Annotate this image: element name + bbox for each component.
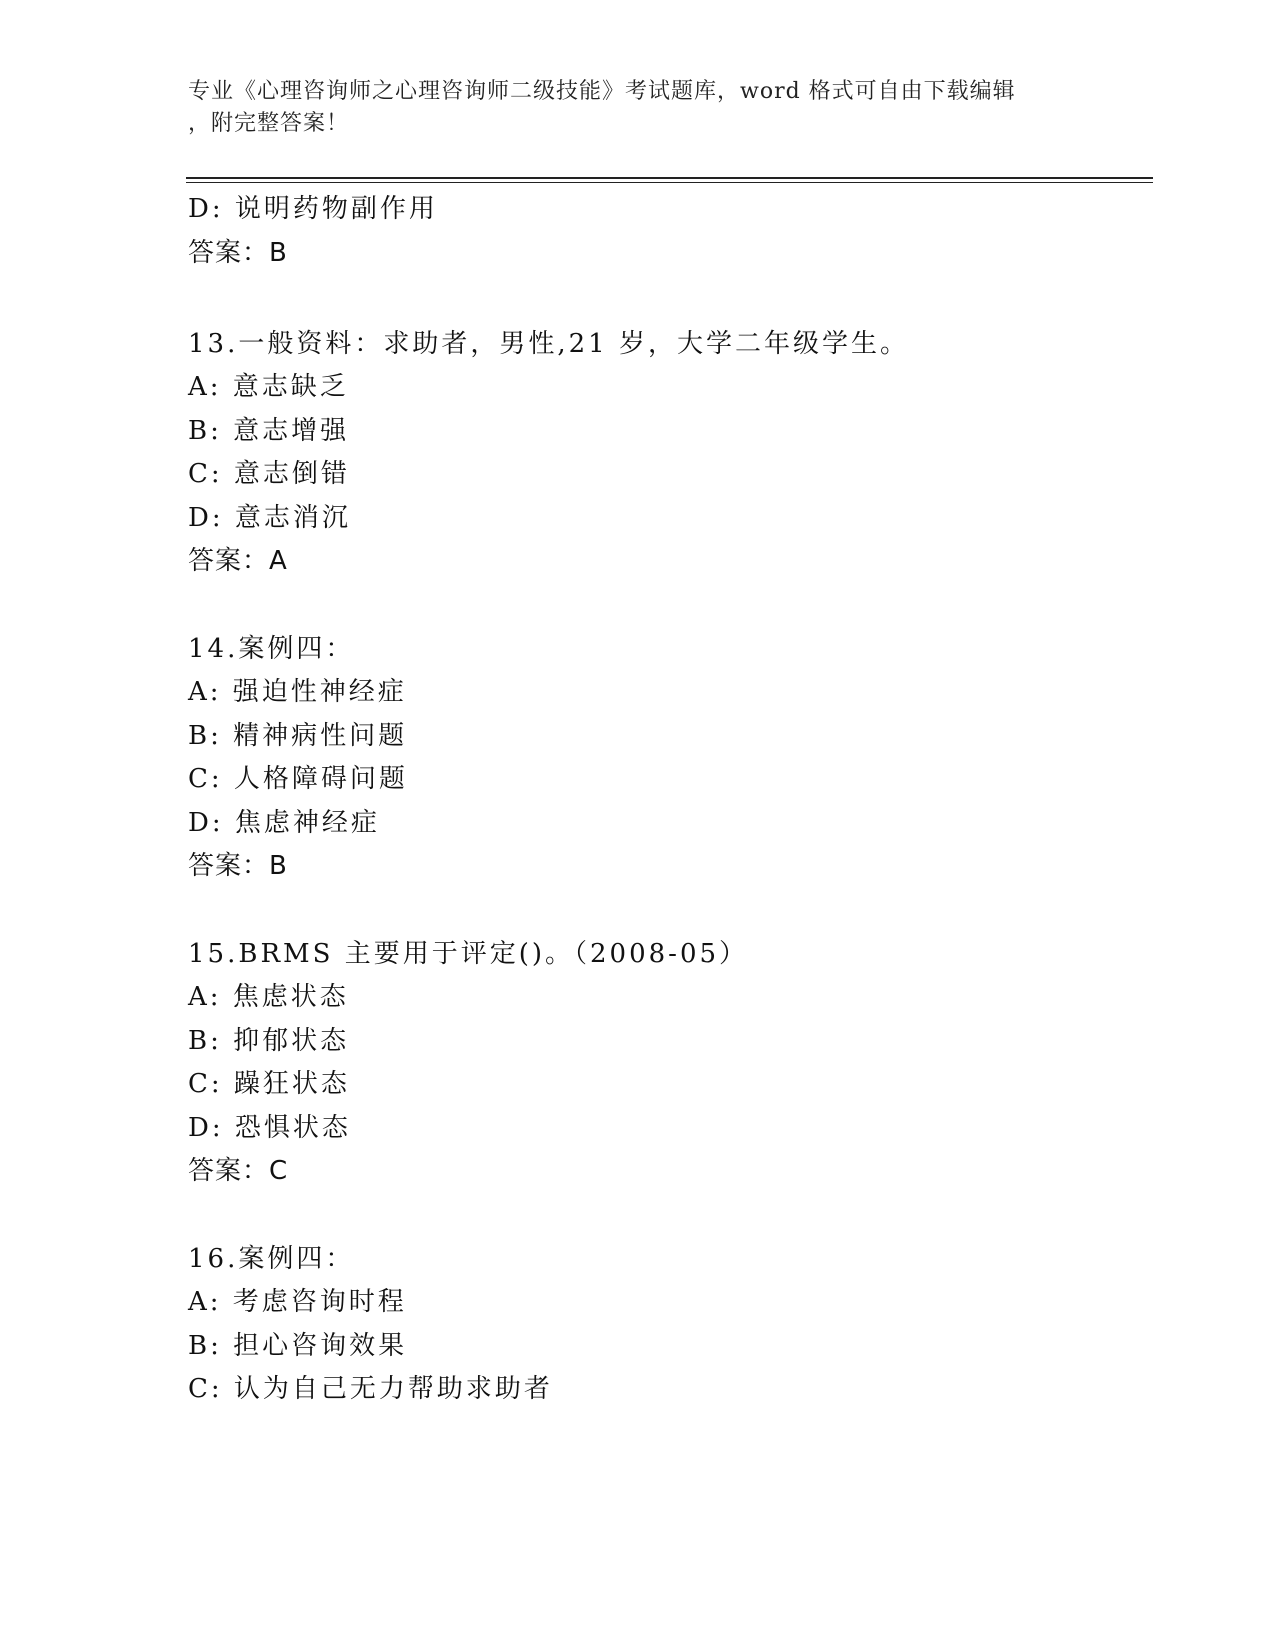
question-stem: 13.一般资料：求助者，男性,21 岁，大学二年级学生。 [188,329,909,359]
prev-option-d: D: 说明药物副作用 [188,194,438,224]
option-c: C: 意志倒错 [188,459,350,489]
option-d: D: 焦虑神经症 [188,808,380,838]
option-b: B: 精神病性问题 [188,721,408,751]
answer: 答案：B [188,851,288,881]
header-line-2: ，附完整答案！ [188,111,350,136]
option-c: C: 躁狂状态 [188,1069,350,1099]
option-b: B: 担心咨询效果 [188,1331,408,1361]
option-d: D: 恐惧状态 [188,1113,351,1143]
option-a: A: 强迫性神经症 [188,677,407,707]
header-line-1: 专业《心理咨询师之心理咨询师二级技能》考试题库，word 格式可自由下载编辑 [188,79,1016,104]
question-stem: 15.BRMS 主要用于评定()。（2008-05） [188,939,749,969]
answer: 答案：A [188,546,288,576]
prev-answer: 答案：B [188,238,288,268]
question-stem: 16.案例四： [188,1244,355,1274]
option-c: C: 人格障碍问题 [188,764,408,794]
document-header [188,76,1088,140]
option-a: A: 考虑咨询时程 [188,1287,407,1317]
header-rule-thick [186,177,1153,179]
question-stem: 14.案例四： [188,634,355,664]
option-b: B: 意志增强 [188,416,350,446]
header-rule-thin [186,182,1153,183]
option-a: A: 焦虑状态 [188,982,349,1012]
option-d: D: 意志消沉 [188,503,351,533]
option-c: C: 认为自己无力帮助求助者 [188,1374,553,1404]
option-a: A: 意志缺乏 [188,372,349,402]
answer: 答案：C [188,1156,289,1186]
option-b: B: 抑郁状态 [188,1026,350,1056]
